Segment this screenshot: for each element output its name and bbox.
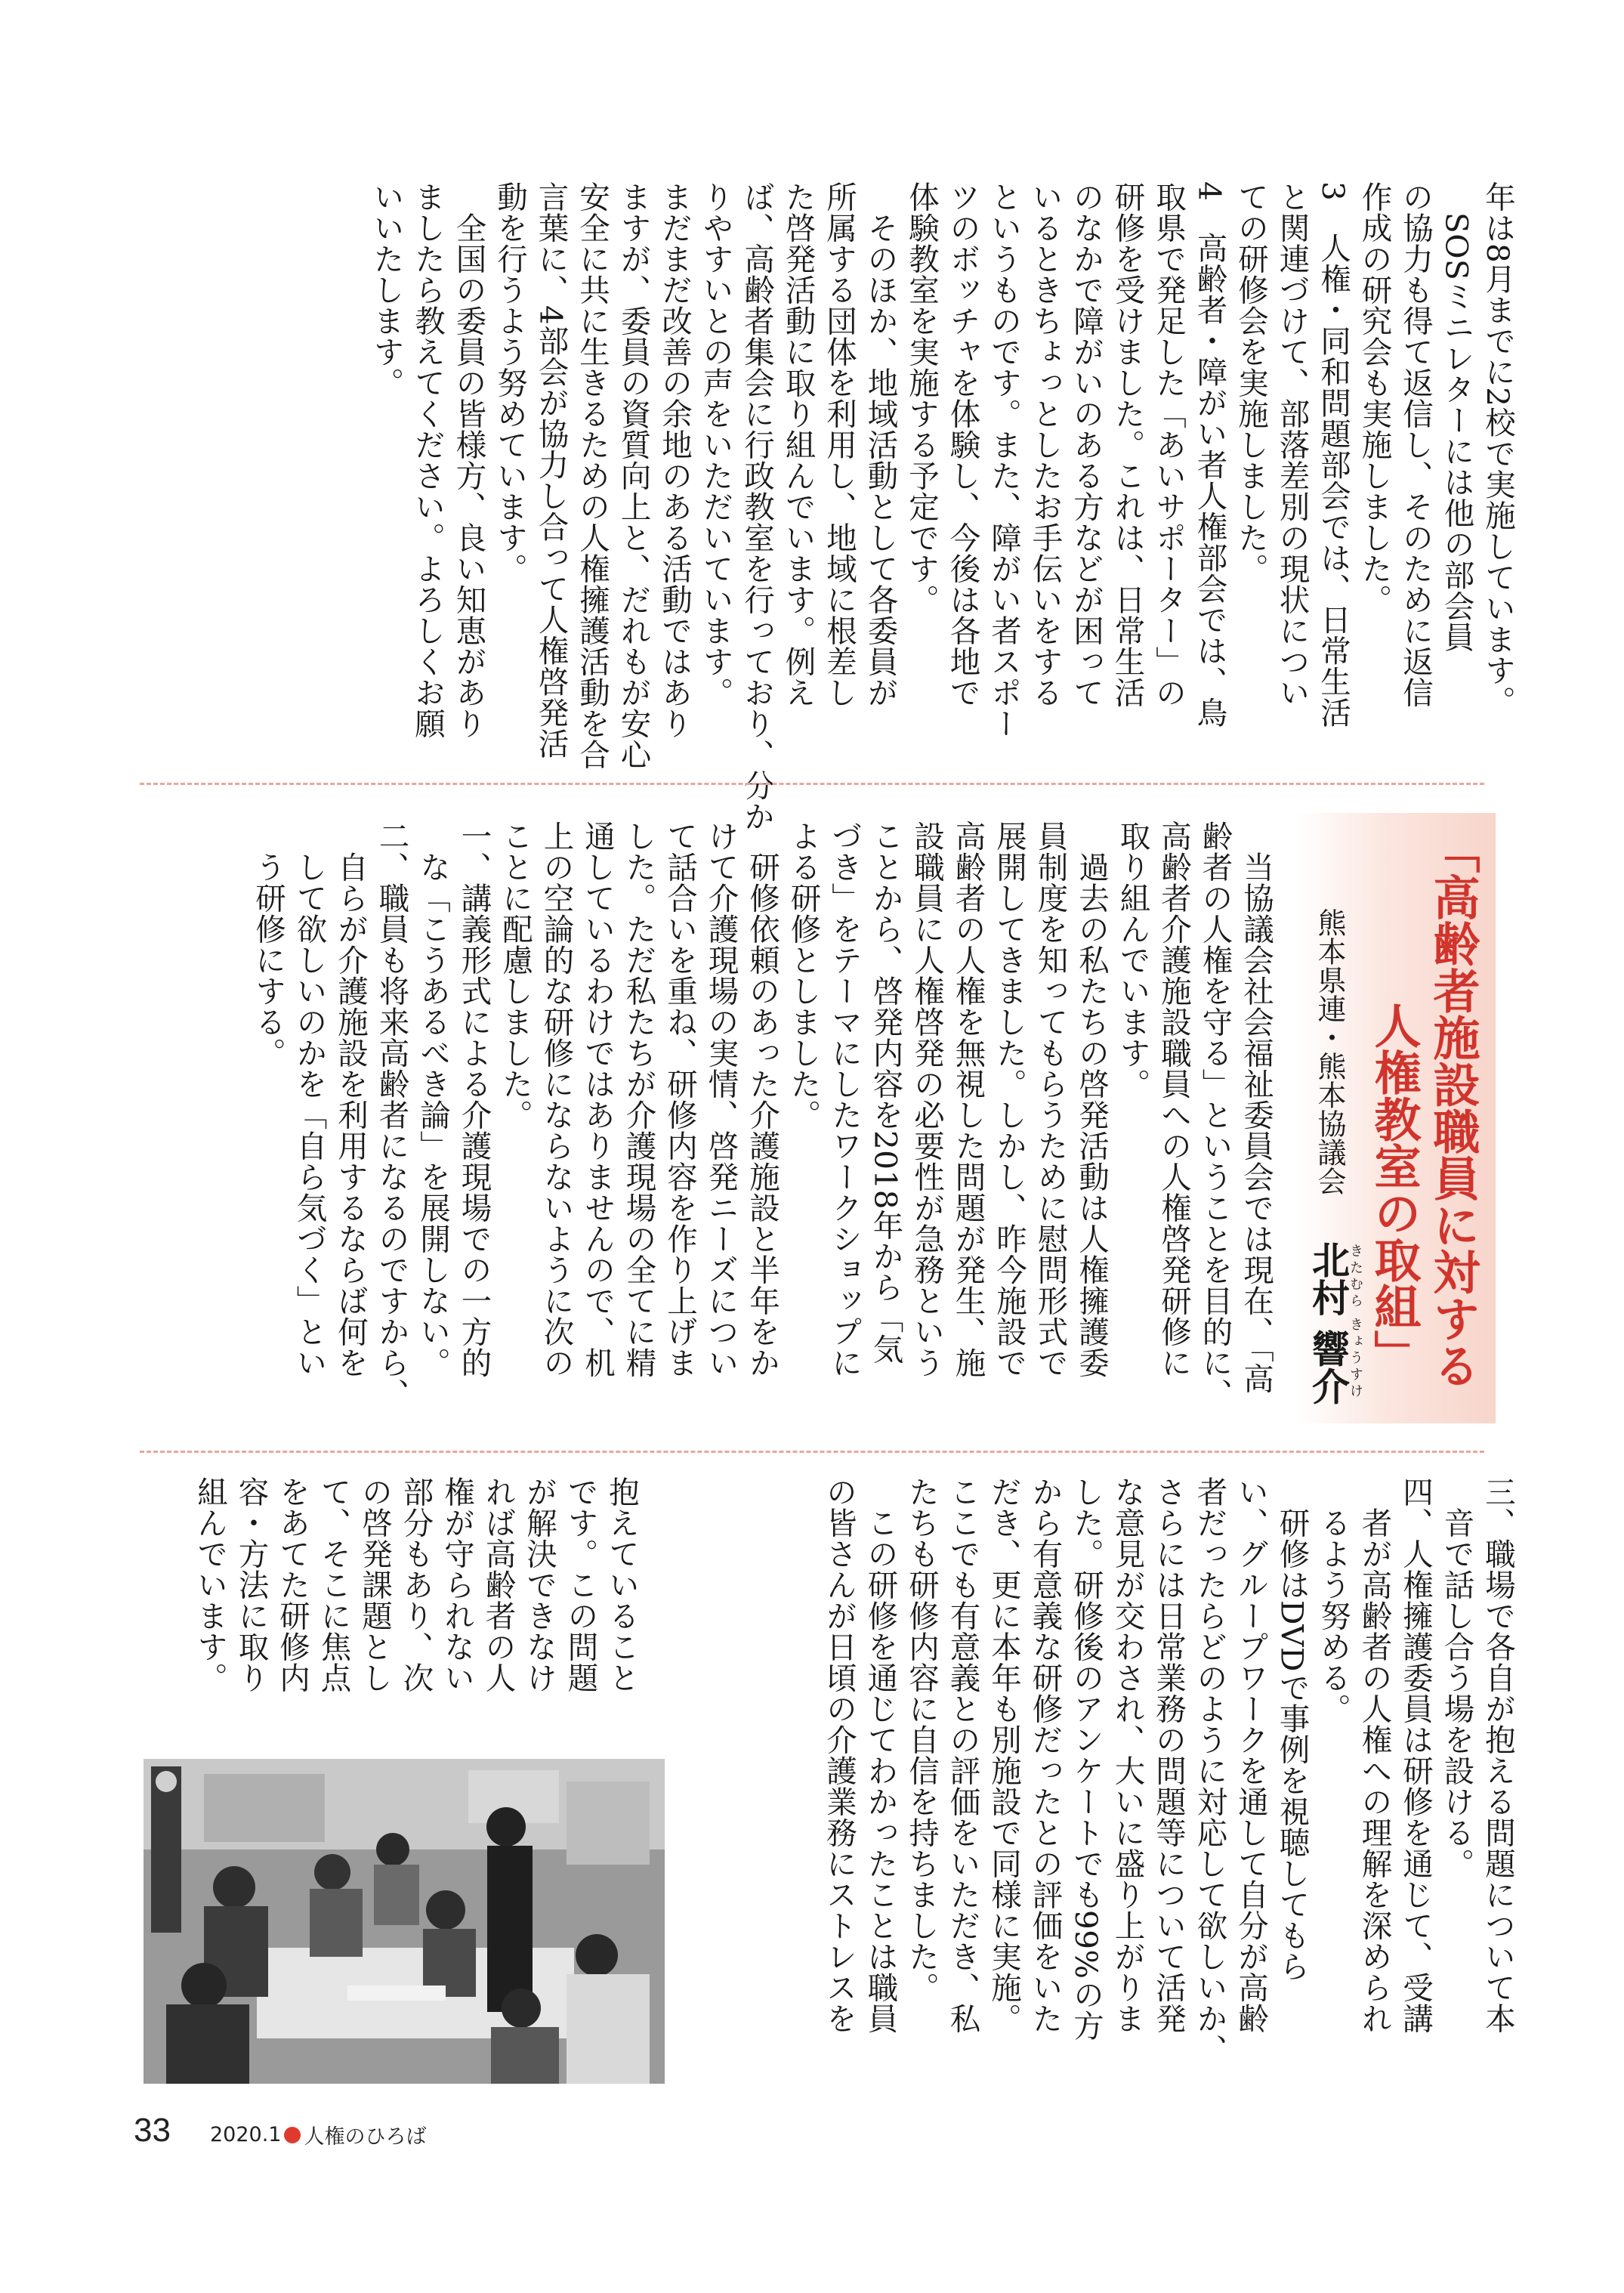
text-line: 研修はDVDで事例を視聴してもら <box>1274 1476 1311 1982</box>
text-line: 年は8月までに2校で実施しています。 <box>1480 181 1516 717</box>
text-line: した。研修後のアンケートでも99%の方 <box>1068 1476 1104 2041</box>
article-title-line2: 人権教室の取組」 <box>1366 1002 1422 1377</box>
text-line: です。この問題 <box>562 1476 599 1693</box>
text-line: 設職員に人権啓発の必要性が急務という <box>909 820 945 1378</box>
magazine-footer <box>210 2120 426 2149</box>
text-line: 高齢者介護施設職員への人権啓発研修に <box>1156 820 1192 1378</box>
text-line: う研修にする。 <box>250 820 286 1068</box>
text-line: 抱えていること <box>604 1476 640 1693</box>
magazine-title: 人権のひろば <box>304 2125 427 2149</box>
text-line: 取り組んでいます。 <box>1114 820 1151 1099</box>
text-line: て話合いを重ね、研修内容を作り上げま <box>662 820 698 1378</box>
text-line: 取県で発足した「あいサポーター」の <box>1150 181 1187 708</box>
text-line: 齢者の人権を守る」ということを目的に、 <box>1196 820 1233 1409</box>
article-title-panel <box>1298 813 1496 1423</box>
text-line: な意見が交わされ、大いに盛り上がりま <box>1109 1476 1146 2034</box>
text-line: 容・方法に取り <box>233 1476 270 1693</box>
text-line: ての研修会を実施しました。 <box>1233 181 1269 584</box>
text-line: そのほか、地域活動として各委員が <box>862 181 899 708</box>
text-line: 体験教室を実施する予定です。 <box>903 181 940 615</box>
text-line: けて介護現場の実情、啓発ニーズについ <box>702 820 739 1378</box>
author-ruby-text: きたむら きょうすけ <box>1348 1244 1363 1401</box>
text-line: をあてた研修内 <box>274 1476 310 1693</box>
text-line: ツのボッチャを体験し、今後は各地で <box>944 181 981 708</box>
text-line: 四、人権擁護委員は研修を通じて、受講 <box>1397 1476 1434 2034</box>
text-line: 安全に共に生きるための人権擁護活動を合 <box>574 181 610 770</box>
author-affiliation <box>1313 908 1346 1195</box>
text-line: というものです。また、障がい者スポー <box>986 181 1022 739</box>
text-line: だき、更に本年も別施設で同様に実施。 <box>986 1476 1022 2034</box>
text-line: のなかで障がいのある方などが困って <box>1068 181 1104 708</box>
text-line: 研修依頼のあった介護施設と半年をか <box>744 820 780 1378</box>
text-line: ことから、啓発内容を2018年から「気 <box>867 820 904 1365</box>
bottom-section-text-short <box>190 1476 643 1693</box>
text-line: るよう努める。 <box>1315 1476 1351 1724</box>
text-line: た啓発活動に取り組んでいます。例え <box>780 181 817 708</box>
text-line: 通しているわけではありませんので、机 <box>579 820 616 1378</box>
text-line: 動を行うよう努めています。 <box>492 181 528 584</box>
text-line: 全国の委員の皆様方、良い知恵があり <box>450 181 487 739</box>
section-divider-bottom <box>140 1451 1484 1453</box>
middle-section-text <box>248 820 1277 1409</box>
text-line: りやすいとの声をいただいています。 <box>697 181 734 708</box>
text-line: 所属する団体を利用し、地域に根差し <box>821 181 857 708</box>
text-line: から有意義な研修だったとの評価をいた <box>1027 1476 1064 2034</box>
text-line: 3 人権・同和問題部会では、日常生活 <box>1315 181 1351 728</box>
text-line: 当協議会社会福祉委員会では現在、「高 <box>1238 820 1274 1394</box>
text-line: 音で話し合う場を設ける。 <box>1438 1476 1475 1879</box>
text-line: いるときちょっとしたお手伝いをする <box>1027 181 1064 708</box>
author-ruby <box>1348 1244 1363 1401</box>
issue-date: 2020.1 <box>210 2123 282 2146</box>
text-line: て、そこに焦点 <box>315 1476 352 1693</box>
text-line: の啓発課題とし <box>357 1476 393 1693</box>
text-line: ここでも有意義との評価をいただき、私 <box>944 1476 981 2034</box>
text-line: 言葉に、4部会が協力し合って人権啓発活 <box>533 181 570 759</box>
text-line: SOSミニレターには他の部会員 <box>1438 181 1475 653</box>
text-line: 自らが介護施設を利用するならば何を <box>332 820 369 1378</box>
article-title-line1: 「高齢者施設職員に対する <box>1425 827 1480 1389</box>
text-line: いいたします。 <box>368 181 405 398</box>
bottom-section-text <box>819 1476 1519 2065</box>
text-line: が解決できなけ <box>521 1476 557 1693</box>
text-line: 部分もあり、次 <box>397 1476 434 1693</box>
text-line: 員制度を知ってもらうために慰問形式で <box>1032 820 1069 1378</box>
text-line: 組んでいます。 <box>192 1476 228 1693</box>
text-line: 者が高齢者の人権への理解を深められ <box>1356 1476 1393 2034</box>
text-line: 一、講義形式による介護現場での一方的 <box>455 820 492 1378</box>
text-line: 上の空論的な研修にならないように次の <box>538 820 575 1378</box>
text-line: と関連づけて、部落差別の現状につい <box>1274 181 1311 708</box>
text-line: さらには日常業務の問題等について活発 <box>1150 1476 1187 2034</box>
author-affiliation-text: 熊本県連・熊本協議会 <box>1313 908 1346 1195</box>
text-line: 4 高齢者・障がい者人権部会では、鳥 <box>1191 181 1228 728</box>
text-line: 権が守られない <box>439 1476 475 1693</box>
text-line: 作成の研究会も実施しました。 <box>1356 181 1393 615</box>
text-line: 者だったらどのように対応して欲しいか、 <box>1191 1476 1228 2065</box>
text-line: ば、高齢者集会に行政教室を行っており、分か <box>739 181 775 832</box>
workshop-photo-image <box>144 1759 665 2084</box>
text-line: たちも研修内容に自信を持ちました。 <box>903 1476 940 2003</box>
text-line: ことに配慮しました。 <box>497 820 533 1130</box>
section-divider-top <box>140 783 1484 785</box>
top-section-text <box>366 181 1518 832</box>
text-line: して欲しいのかを「自ら気づく」とい <box>291 820 328 1378</box>
text-line: 三、職場で各自が抱える問題について本 <box>1480 1476 1516 2034</box>
workshop-photo <box>144 1759 665 2084</box>
text-line: この研修を通じてわかったことは職員 <box>862 1476 899 2034</box>
text-line: まだまだ改善の余地のある活動ではあり <box>656 181 693 739</box>
text-line: れば高齢者の人 <box>480 1476 517 1693</box>
text-line: の皆さんが日頃の介護業務にストレスを <box>821 1476 857 2034</box>
text-line: 二、職員も将来高齢者になるのですから、 <box>373 820 410 1409</box>
author-name-text: 北村 響介 <box>1306 1241 1350 1405</box>
text-line: の協力も得て返信し、そのために返信 <box>1397 181 1434 708</box>
text-line: な「こうあるべき論」を展開しない。 <box>415 820 451 1378</box>
text-line: づき」をテーマにしたワークショップに <box>826 820 863 1378</box>
article-title <box>1364 827 1482 1389</box>
text-line: よる研修としました。 <box>785 820 822 1130</box>
author-name <box>1307 1241 1349 1405</box>
page-number: 33 <box>134 2112 171 2149</box>
text-line: した。ただ私たちが介護現場の全てに精 <box>620 820 657 1378</box>
text-line: 展開してきました。しかし、昨今施設で <box>991 820 1027 1378</box>
text-line: 高齢者の人権を無視した問題が発生、施 <box>949 820 986 1378</box>
red-dot-icon <box>284 2127 301 2143</box>
text-line: 過去の私たちの啓発活動は人権擁護委 <box>1073 820 1110 1378</box>
text-line: い、グループワークを通して自分が高齢 <box>1233 1476 1269 2034</box>
text-line: 研修を受けました。これは、日常生活 <box>1109 181 1146 708</box>
text-line: ますが、委員の資質向上と、だれもが安心 <box>615 181 652 770</box>
text-line: ましたら教えてください。よろしくお願 <box>409 181 446 739</box>
